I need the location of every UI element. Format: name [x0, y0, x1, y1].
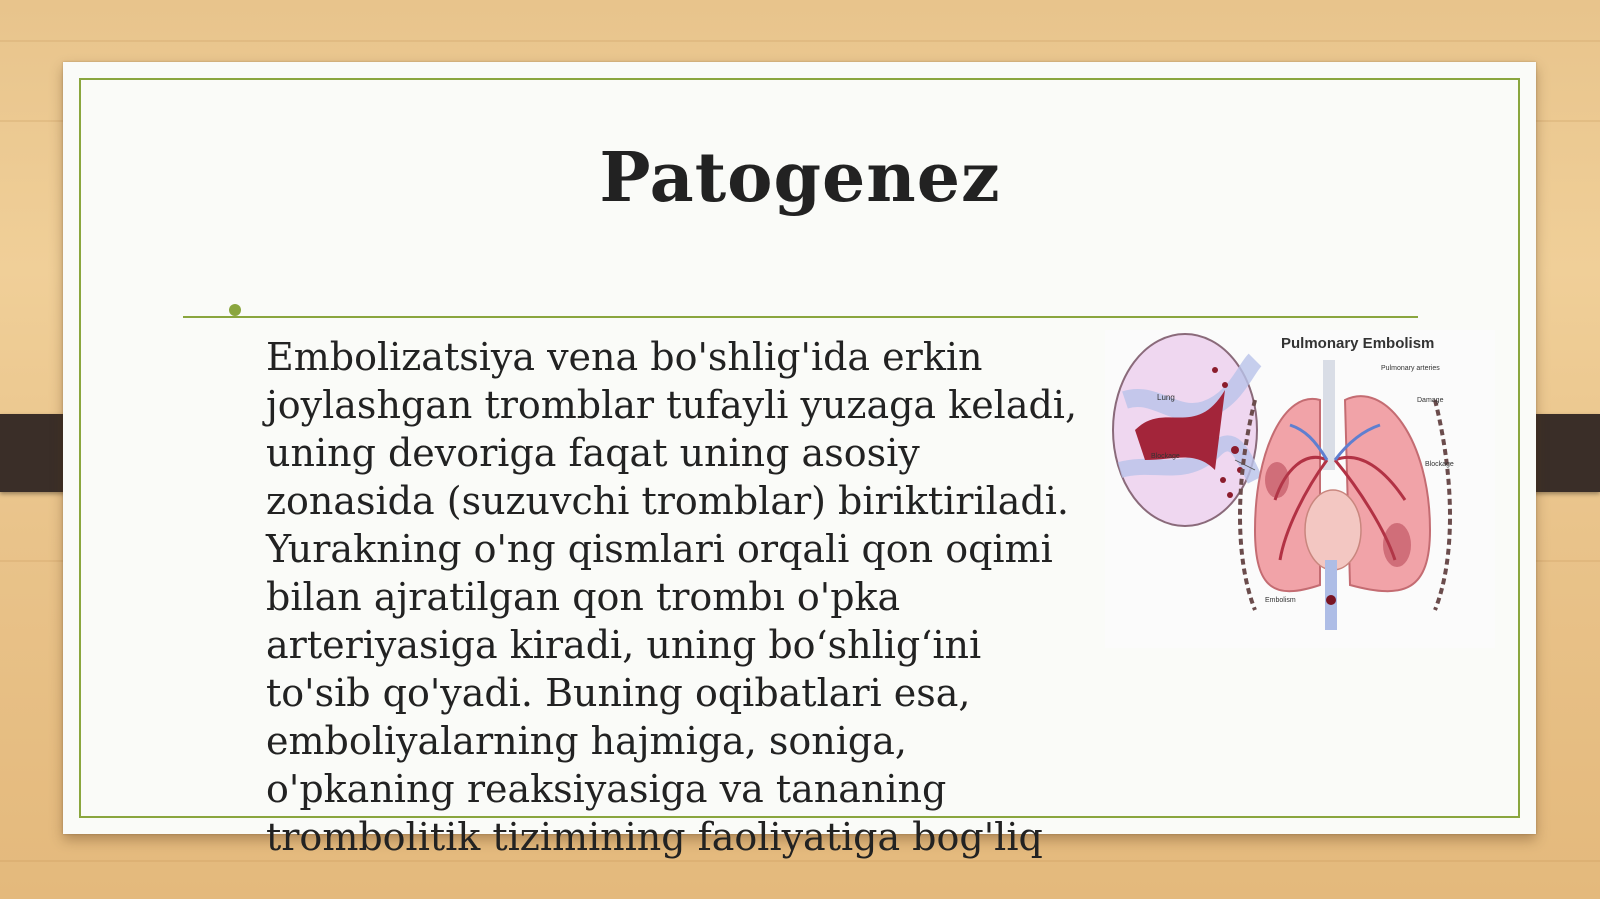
- bullet-dot-icon: [229, 304, 241, 316]
- label-embolism: Embolism: [1265, 597, 1296, 604]
- label-lung: Lung: [1157, 393, 1175, 402]
- lungs-diagram: [1235, 360, 1454, 630]
- label-blockage: Blockage: [1425, 461, 1454, 468]
- inset-magnified-vessel: [1113, 334, 1257, 526]
- label-damage: Damage: [1417, 397, 1444, 404]
- figure-title: Pulmonary Embolism: [1281, 335, 1435, 352]
- slide-body-text: Embolizatsiya vena bo'shlig'ida erkin joylashgan tromblar tufayli yuzaga keladi, uning devoriga faqat uning asosiy zonasida (suzuvchi tromblar) biriktiriladi. Yurakning o'ng qismlari orqali qon oqimi bilan ajratilgan qon trombı o'pka arteriyasiga kiradi, uning bo‘shlig‘ini to'sib qo'yadi. Buning oqibatlari esa, emboliyalarning hajmiga, soniga, o'pkaning reaksiyasiga va tananing trombolitik tizimining faoliyatiga bog'liq: [266, 335, 1078, 859]
- pulmonary-embolism-illustration: [1105, 330, 1495, 648]
- title-divider: [183, 316, 1418, 318]
- label-blockage-inset: Blockage: [1151, 453, 1180, 460]
- slide-title: Patogenez: [599, 138, 1001, 218]
- label-pulmonary-arteries: Pulmonary arteries: [1381, 365, 1440, 372]
